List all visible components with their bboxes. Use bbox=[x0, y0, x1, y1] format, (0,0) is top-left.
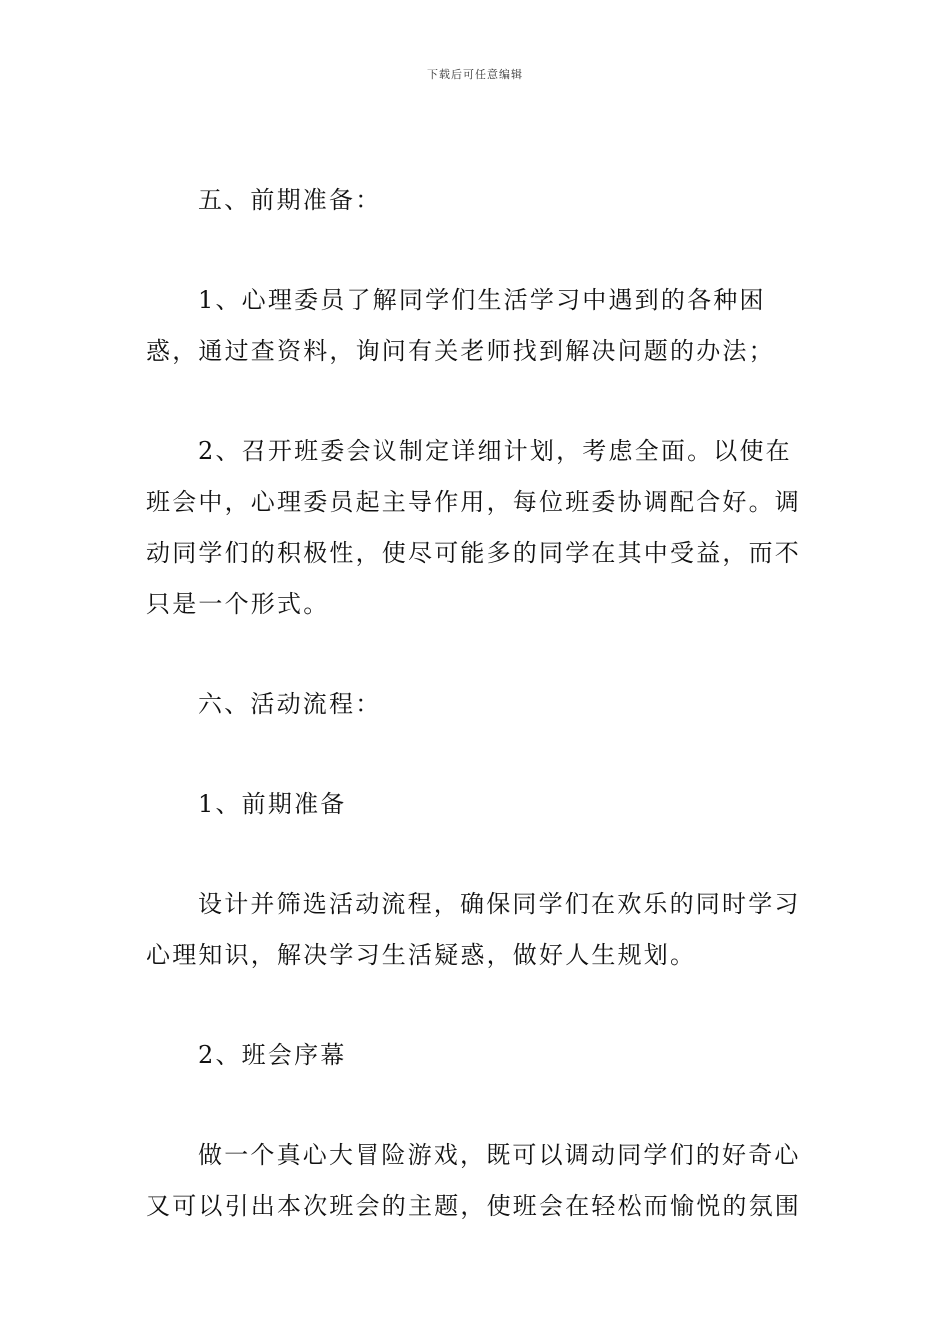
section-heading-process: 六、活动流程： bbox=[198, 690, 382, 718]
subheading-preparation: 1、前期准备 bbox=[198, 790, 347, 818]
subheading-opening: 2、班会序幕 bbox=[198, 1041, 347, 1069]
section-heading-preparation: 五、前期准备： bbox=[198, 186, 382, 214]
paragraph-item-2: 2、召开班委会议制定详细计划，考虑全面。以使在班会中，心理委员起主导作用，每位班委协调配合好。调动同学们的积极性，使尽可能多的同学在其中受益，而不只是一个形式。 bbox=[146, 437, 801, 618]
paragraph-design: 设计并筛选活动流程，确保同学们在欢乐的同时学习心理知识，解决学习生活疑惑，做好人生规划。 bbox=[146, 890, 801, 969]
page-header: 下载后可任意编辑 bbox=[427, 68, 523, 81]
paragraph-game: 做一个真心大冒险游戏，既可以调动同学们的好奇心又可以引出本次班会的主题，使班会在轻松而愉悦的氛围 bbox=[146, 1141, 801, 1220]
document-body bbox=[146, 175, 806, 1281]
paragraph-item-1: 1、心理委员了解同学们生活学习中遇到的各种困惑，通过查资料，询问有关老师找到解决问题的办法； bbox=[146, 286, 775, 365]
